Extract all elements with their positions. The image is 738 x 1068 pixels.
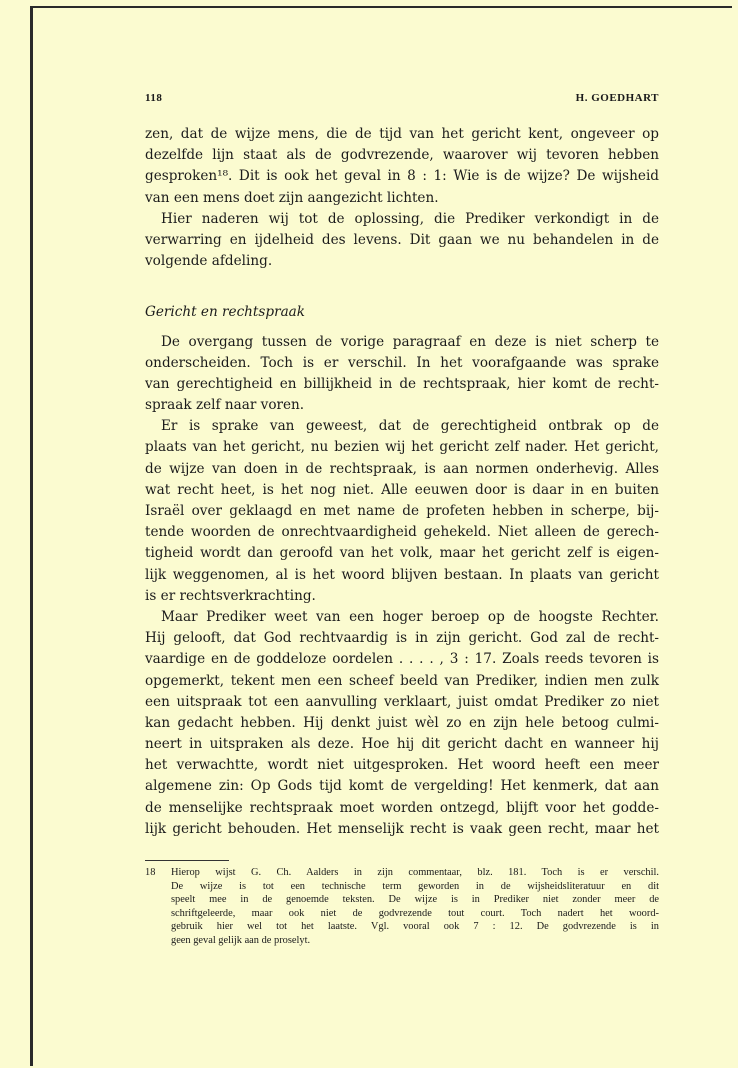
text-line: vaardige en de goddeloze oordelen . . . . , 3 : 17. Zoals reeds tevoren is [145, 651, 659, 668]
text-line: De overgang tussen de vorige paragraaf en deze is niet scherp te [161, 333, 659, 350]
text-line: de menselijke rechtspraak moet worden ontzegd, blijft voor het godde- [145, 799, 659, 816]
running-author: H. GOEDHART [575, 92, 659, 104]
text-line: is er rechtsverkrachting. [145, 587, 316, 604]
text-line: spraak zelf naar voren. [145, 397, 305, 414]
text-line: het verwachtte, wordt niet uitgesproken. Het woord heeft een meer [145, 757, 659, 774]
text-line: volgende afdeling. [145, 253, 273, 270]
text-line: Hij gelooft, dat God rechtvaardig is in zijn gericht. God zal de recht- [145, 630, 659, 647]
page-number: 118 [145, 92, 163, 104]
text-line: verwarring en ijdelheid des levens. Dit gaan we nu behandelen in de [145, 231, 659, 248]
footnote-line: Hierop wijst G. Ch. Aalders in zijn commentaar, blz. 181. Toch is er verschil. [171, 867, 659, 878]
text-line: kan gedacht hebben. Hij denkt juist wèl zo en zijn hele betoog culmi- [145, 714, 659, 731]
scan-edge-left [30, 6, 33, 1066]
body-text [145, 124, 659, 840]
text-line: Er is sprake van geweest, dat de gerechtigheid ontbrak op de [161, 418, 659, 435]
footnote-line: De wijze is tot een technische term geworden in de wijsheidsliteratuur en dit [171, 880, 659, 892]
scan-edge-top [30, 6, 732, 8]
text-line: opgemerkt, tekent men een scheef beeld van Prediker, indien men zulk [145, 672, 659, 689]
text-line: zen, dat de wijze mens, die de tijd van het gericht kent, ongeveer op [145, 126, 659, 142]
footnote-line: gebruik hier wel tot het laatste. Vgl. vooral ook 7 : 12. De godvrezende is in [171, 921, 659, 933]
text-line: dezelfde lijn staat als de godvrezende, waarover wij tevoren hebben [145, 147, 659, 164]
text-line: Hier naderen wij tot de oplossing, die Prediker verkondigt in de [161, 210, 659, 227]
text-line: van gerechtigheid en billijkheid in de rechtspraak, hier komt de recht- [145, 375, 659, 392]
footnote [145, 866, 659, 948]
text-line: Israël over geklaagd en met name de profeten hebben in scherpe, bij- [145, 503, 659, 519]
footnote-line: speelt mee in de genoemde teksten. De wijze is in Prediker niet zonder meer de [171, 894, 659, 906]
text-line: een uitspraak tot een aanvulling verklaart, juist omdat Prediker zo niet [145, 693, 659, 710]
footnote-rule [145, 860, 229, 861]
text-line: van een mens doet zijn aangezicht lichten. [145, 189, 439, 206]
text-line: wat recht heet, is het nog niet. Alle eeuwen door is daar in en buiten [145, 481, 659, 498]
footnote-line: geen geval gelijk aan de proselyt. [171, 934, 311, 946]
text-line: gesproken¹⁸. Dit is ook het geval in 8 : 1: Wie is de wijze? De wijsheid [145, 168, 659, 185]
text-line: lijk weggenomen, al is het woord blijven bestaan. In plaats van gericht [145, 566, 659, 583]
footnote-number: 18 [145, 867, 156, 878]
text-line: de wijze van doen in de rechtspraak, is aan normen onderhevig. Alles [145, 460, 659, 477]
text-line: algemene zin: Op Gods tijd komt de vergelding! Het kenmerk, dat aan [145, 778, 659, 795]
text-line: Maar Prediker weet van een hoger beroep op de hoogste Rechter. [161, 608, 659, 625]
text-line: plaats van het gericht, nu bezien wij het gericht zelf nader. Het gericht, [145, 439, 659, 456]
running-header [145, 92, 659, 110]
text-line: neert in uitspraken als deze. Hoe hij dit gericht dacht en wanneer hij [145, 736, 659, 753]
text-line: onderscheiden. Toch is er verschil. In het voorafgaande was sprake [145, 354, 659, 371]
footnote-line: schriftgeleerde, maar ook niet de godvrezende tout court. Toch nadert het woord- [171, 907, 659, 919]
text-line: lijk gericht behouden. Het menselijk recht is vaak geen recht, maar het [145, 820, 659, 837]
text-line: tigheid wordt dan geroofd van het volk, maar het gericht zelf is eigen- [145, 545, 659, 562]
text-line: tende woorden de onrechtvaardigheid gehekeld. Niet alleen de gerech- [145, 524, 659, 541]
section-heading: Gericht en rechtspraak [145, 304, 306, 321]
